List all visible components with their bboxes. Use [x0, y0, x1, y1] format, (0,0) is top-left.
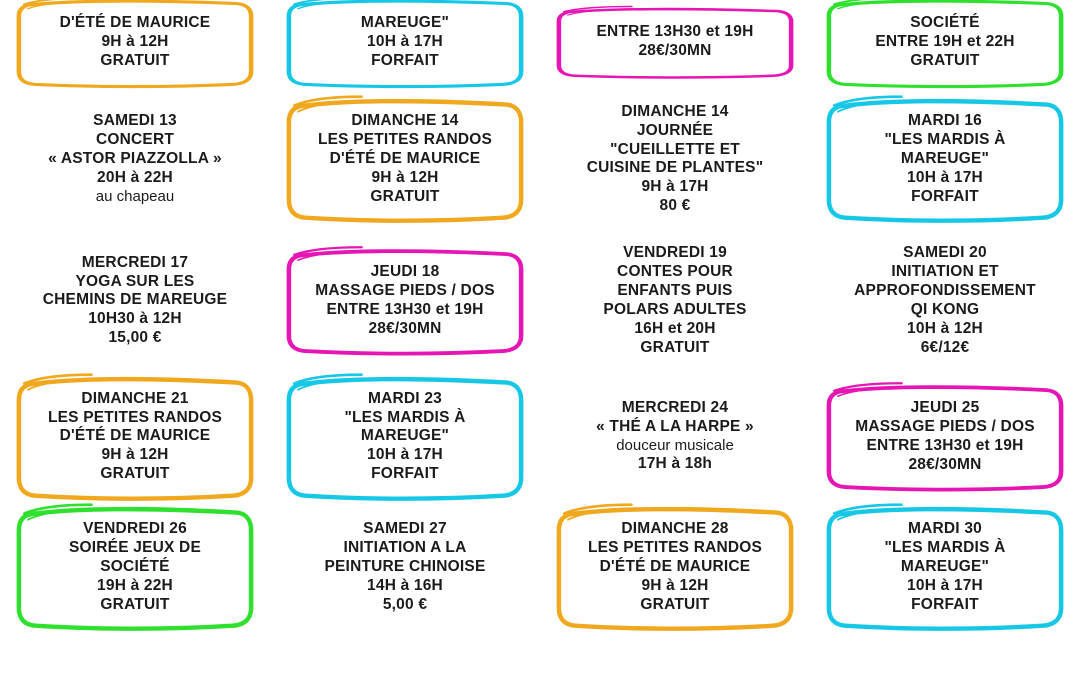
event-text: [838, 14, 1052, 71]
event-cell: [540, 93, 810, 234]
event-detail-line: D'ÉTÉ DE MAURICE: [329, 149, 481, 167]
event-detail-line: 6€/12€: [920, 338, 970, 356]
event-detail-line: 10H à 17H: [367, 446, 443, 464]
event-card: [286, 514, 524, 623]
event-detail-line: 10H à 12H: [907, 319, 983, 337]
event-text: [838, 112, 1052, 207]
event-date: VENDREDI 26: [83, 520, 187, 538]
event-text: [838, 399, 1052, 475]
event-detail-line: 5,00 €: [382, 595, 428, 613]
event-text: [298, 263, 512, 339]
event-detail-line: 9H à 17H: [641, 178, 709, 196]
event-date: MAREUGE": [360, 14, 450, 31]
event-detail-line: GRATUIT: [100, 595, 170, 613]
event-detail-line: LES PETITES RANDOS: [317, 131, 493, 149]
event-card: [556, 393, 794, 482]
event-detail-line: MASSAGE PIEDS / DOS: [855, 417, 1035, 435]
event-detail-line: 9H à 12H: [641, 576, 709, 594]
event-date: D'ÉTÉ DE MAURICE: [59, 14, 211, 31]
event-detail-line: FORFAIT: [371, 51, 439, 69]
event-detail-line: SOCIÉTÉ: [100, 557, 170, 575]
event-detail-line: FORFAIT: [371, 465, 439, 483]
event-detail-line: 10H30 à 12H: [88, 310, 182, 328]
event-text: [24, 254, 246, 349]
event-date: MARDI 16: [908, 112, 982, 130]
event-detail-line: 28€/30MN: [368, 319, 442, 337]
event-detail-line: 20H à 22H: [97, 169, 173, 187]
event-text: [298, 390, 512, 485]
event-cell: [810, 0, 1080, 93]
event-date: SOCIÉTÉ: [910, 14, 980, 31]
event-detail-line: "LES MARDIS À: [884, 131, 1006, 149]
event-date: DIMANCHE 14: [621, 102, 729, 120]
event-detail-line: 9H à 12H: [101, 32, 169, 50]
event-text: [28, 520, 242, 615]
event-detail-line: D'ÉTÉ DE MAURICE: [599, 557, 751, 575]
event-text: [24, 112, 246, 206]
event-detail-line: LES PETITES RANDOS: [587, 539, 763, 557]
event-date: SAMEDI 20: [903, 244, 987, 262]
event-cell: [270, 93, 540, 234]
event-cell: [810, 234, 1080, 375]
event-text: [564, 103, 786, 216]
event-text: [564, 399, 786, 474]
event-date: VENDREDI 19: [623, 244, 727, 262]
event-card: [556, 13, 794, 73]
event-detail-line: 10H à 17H: [907, 576, 983, 594]
event-card: [826, 389, 1064, 487]
event-cell: [540, 376, 810, 507]
event-cell: [0, 376, 270, 507]
event-detail-line: GRATUIT: [100, 465, 170, 483]
event-detail-line: CONTES POUR: [617, 263, 733, 281]
event-detail-line: MAREUGE": [900, 149, 990, 167]
event-text: [28, 390, 242, 485]
event-detail-line: « THÉ A LA HARPE »: [596, 418, 754, 436]
event-detail-line: douceur musicale: [616, 437, 734, 455]
event-card: [826, 238, 1064, 365]
event-detail-line: GRATUIT: [640, 338, 710, 356]
event-cell: [810, 376, 1080, 507]
event-date: MARDI 30: [908, 520, 982, 538]
event-detail-line: PEINTURE CHINOISE: [324, 557, 486, 575]
event-text: [568, 520, 782, 615]
event-text: [568, 23, 782, 61]
event-date: JEUDI 18: [370, 263, 440, 281]
event-detail-line: 10H à 17H: [907, 168, 983, 186]
event-detail-line: APPROFONDISSEMENT: [854, 281, 1036, 299]
event-detail-line: GRATUIT: [910, 51, 980, 69]
event-detail-line: CUISINE DE PLANTES": [586, 159, 764, 177]
event-detail-line: ENTRE 13H30 et 19H: [866, 436, 1024, 454]
event-detail-line: 19H à 22H: [97, 576, 173, 594]
event-cell: [270, 234, 540, 375]
event-detail-line: 9H à 12H: [371, 168, 439, 186]
event-detail-line: CHEMINS DE MAREUGE: [42, 291, 228, 309]
event-card: [826, 4, 1064, 83]
event-cell: [0, 506, 270, 637]
event-detail-line: "LES MARDIS À: [344, 408, 466, 426]
event-card: [826, 510, 1064, 627]
event-cell: [270, 0, 540, 93]
event-detail-line: 9H à 12H: [101, 446, 169, 464]
event-detail-line: 28€/30MN: [908, 455, 982, 473]
event-card: [286, 4, 524, 83]
event-card: [826, 102, 1064, 219]
event-detail-line: POLARS ADULTES: [603, 300, 747, 318]
event-detail-line: QI KONG: [910, 300, 980, 318]
event-card: [16, 248, 254, 357]
event-text: [298, 112, 512, 207]
event-cell: [810, 93, 1080, 234]
event-detail-line: SOIRÉE JEUX DE: [68, 539, 201, 557]
event-cell: [0, 234, 270, 375]
event-detail-line: ENTRE 19H et 22H: [875, 32, 1015, 50]
event-date: ENTRE 13H30 et 19H: [596, 23, 754, 41]
event-cell: [810, 506, 1080, 637]
event-cell: [270, 506, 540, 637]
event-detail-line: LES PETITES RANDOS: [47, 408, 223, 426]
event-date: DIMANCHE 21: [81, 389, 189, 407]
event-detail-line: ENFANTS PUIS: [617, 281, 733, 299]
event-card: [556, 238, 794, 365]
event-detail-line: INITIATION A LA: [343, 539, 467, 557]
event-detail-line: YOGA SUR LES: [75, 272, 195, 290]
event-detail-line: GRATUIT: [370, 187, 440, 205]
event-cell: [0, 93, 270, 234]
event-cell: [540, 234, 810, 375]
event-date: SAMEDI 13: [93, 112, 177, 130]
event-detail-line: 10H à 17H: [367, 32, 443, 50]
event-detail-line: JOURNÉE: [636, 121, 714, 139]
event-detail-line: 14H à 16H: [367, 576, 443, 594]
event-detail-line: 15,00 €: [108, 329, 162, 347]
event-cell: [270, 376, 540, 507]
event-text: [28, 14, 242, 71]
event-detail-line: GRATUIT: [640, 595, 710, 613]
event-card: [556, 97, 794, 224]
event-detail-line: FORFAIT: [911, 595, 979, 613]
event-detail-line: MASSAGE PIEDS / DOS: [315, 281, 495, 299]
event-detail-line: 17H à 18h: [637, 455, 713, 473]
event-text: [838, 520, 1052, 615]
event-detail-line: CONCERT: [95, 131, 175, 149]
event-cell: [0, 0, 270, 93]
event-card: [16, 106, 254, 214]
event-date: JEUDI 25: [910, 399, 980, 417]
event-detail-line: ENTRE 13H30 et 19H: [326, 300, 484, 318]
event-text: [294, 520, 516, 615]
event-date: MARDI 23: [368, 389, 442, 407]
event-detail-line: MAREUGE": [360, 427, 450, 445]
event-detail-line: MAREUGE": [900, 557, 990, 575]
event-detail-line: 16H et 20H: [634, 319, 716, 337]
event-detail-line: 80 €: [659, 197, 691, 215]
event-detail-line: D'ÉTÉ DE MAURICE: [59, 427, 211, 445]
event-detail-line: INITIATION ET: [891, 263, 999, 281]
event-date: MERCREDI 17: [81, 253, 189, 271]
event-cell: [540, 0, 810, 93]
event-card: [286, 253, 524, 351]
event-text: [834, 244, 1056, 357]
event-text: [564, 244, 786, 357]
event-date: DIMANCHE 14: [351, 112, 459, 130]
event-detail-line: au chapeau: [95, 188, 175, 206]
event-detail-line: 28€/30MN: [638, 42, 712, 60]
event-date: SAMEDI 27: [363, 520, 447, 538]
event-card: [286, 102, 524, 219]
event-date: MERCREDI 24: [621, 399, 729, 417]
event-text: [298, 14, 512, 71]
event-card: [556, 510, 794, 627]
event-card: [16, 380, 254, 497]
event-card: [16, 4, 254, 83]
event-detail-line: GRATUIT: [100, 51, 170, 69]
event-detail-line: "LES MARDIS À: [884, 539, 1006, 557]
event-detail-line: FORFAIT: [911, 187, 979, 205]
event-date: DIMANCHE 28: [621, 520, 729, 538]
event-card: [16, 510, 254, 627]
event-detail-line: « ASTOR PIAZZOLLA »: [48, 150, 222, 168]
event-card: [286, 380, 524, 497]
event-detail-line: "CUEILLETTE ET: [610, 140, 740, 158]
event-cell: [540, 506, 810, 637]
